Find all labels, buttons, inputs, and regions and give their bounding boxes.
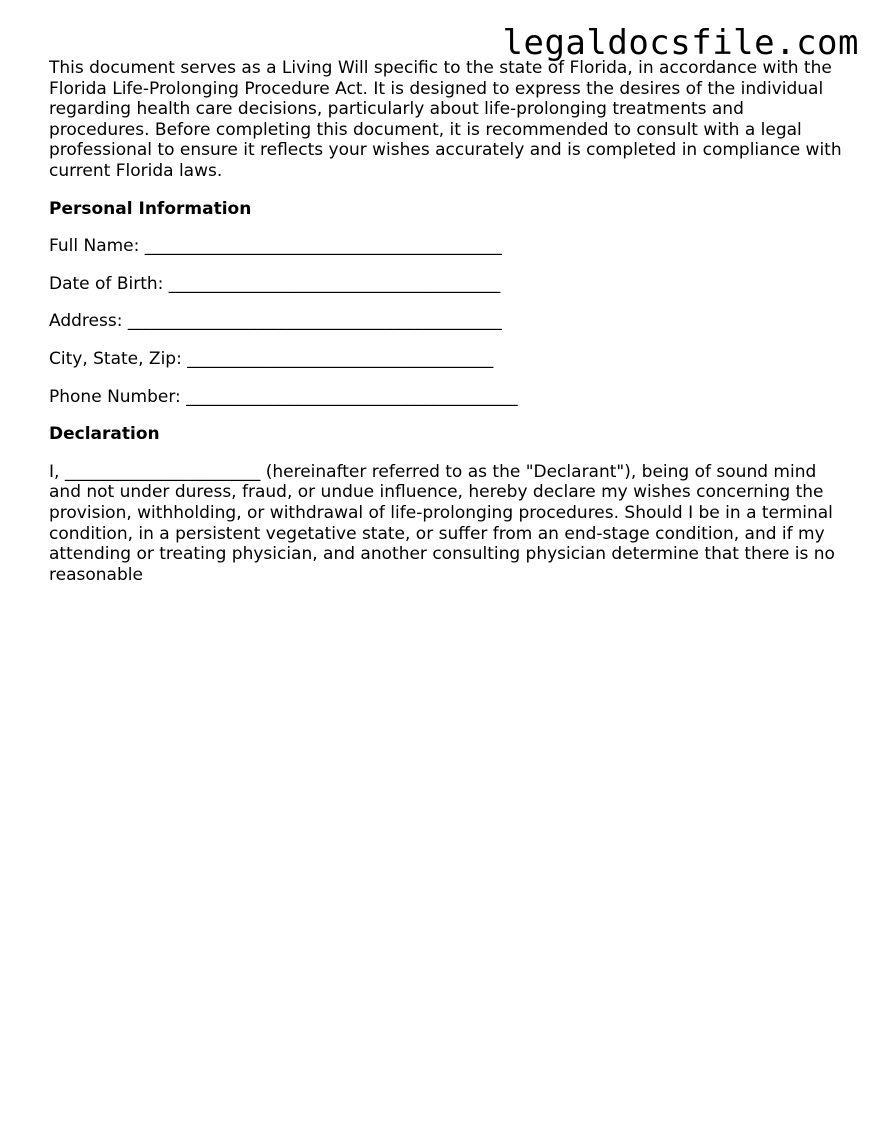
personal-info-heading: Personal Information	[49, 198, 252, 219]
phone-number-field: Phone Number: _______________________________________	[49, 386, 518, 407]
full-name-field: Full Name: __________________________________________	[49, 236, 502, 257]
date-of-birth-field: Date of Birth: _______________________________________	[49, 273, 501, 294]
declaration-heading: Declaration	[49, 424, 160, 445]
intro-paragraph: This document serves as a Living Will specific to the state of Florida, in accordance with the Florida Life-Prolonging Procedure Act. It is designed to express the desires of the individual regarding health care decisions, particularly about life-prolonging treatments and procedures. Before completing this document, it is recommended to consult with a legal professional to ensure it reflects your wishes accurately and is completed in compliance with current Florida laws.	[49, 58, 842, 181]
watermark: legaldocsfile.com	[502, 23, 859, 63]
declaration-paragraph: I, _______________________ (hereinafter referred to as the "Declarant"), being of sound mind and not under duress, fraud, or undue influence, hereby declare my wishes concerning the provision, withholding, or withdrawal of life-prolonging procedures. Should I be in a terminal condition, in a persistent vegetative state, or suffer from an end-stage condition, and if my attending or treating physician, and another consulting physician determine that there is no reasonable	[49, 461, 835, 585]
document-body	[49, 58, 849, 585]
address-field: Address: ____________________________________________	[49, 311, 502, 332]
city-state-zip-field: City, State, Zip: ____________________________________	[49, 348, 494, 369]
